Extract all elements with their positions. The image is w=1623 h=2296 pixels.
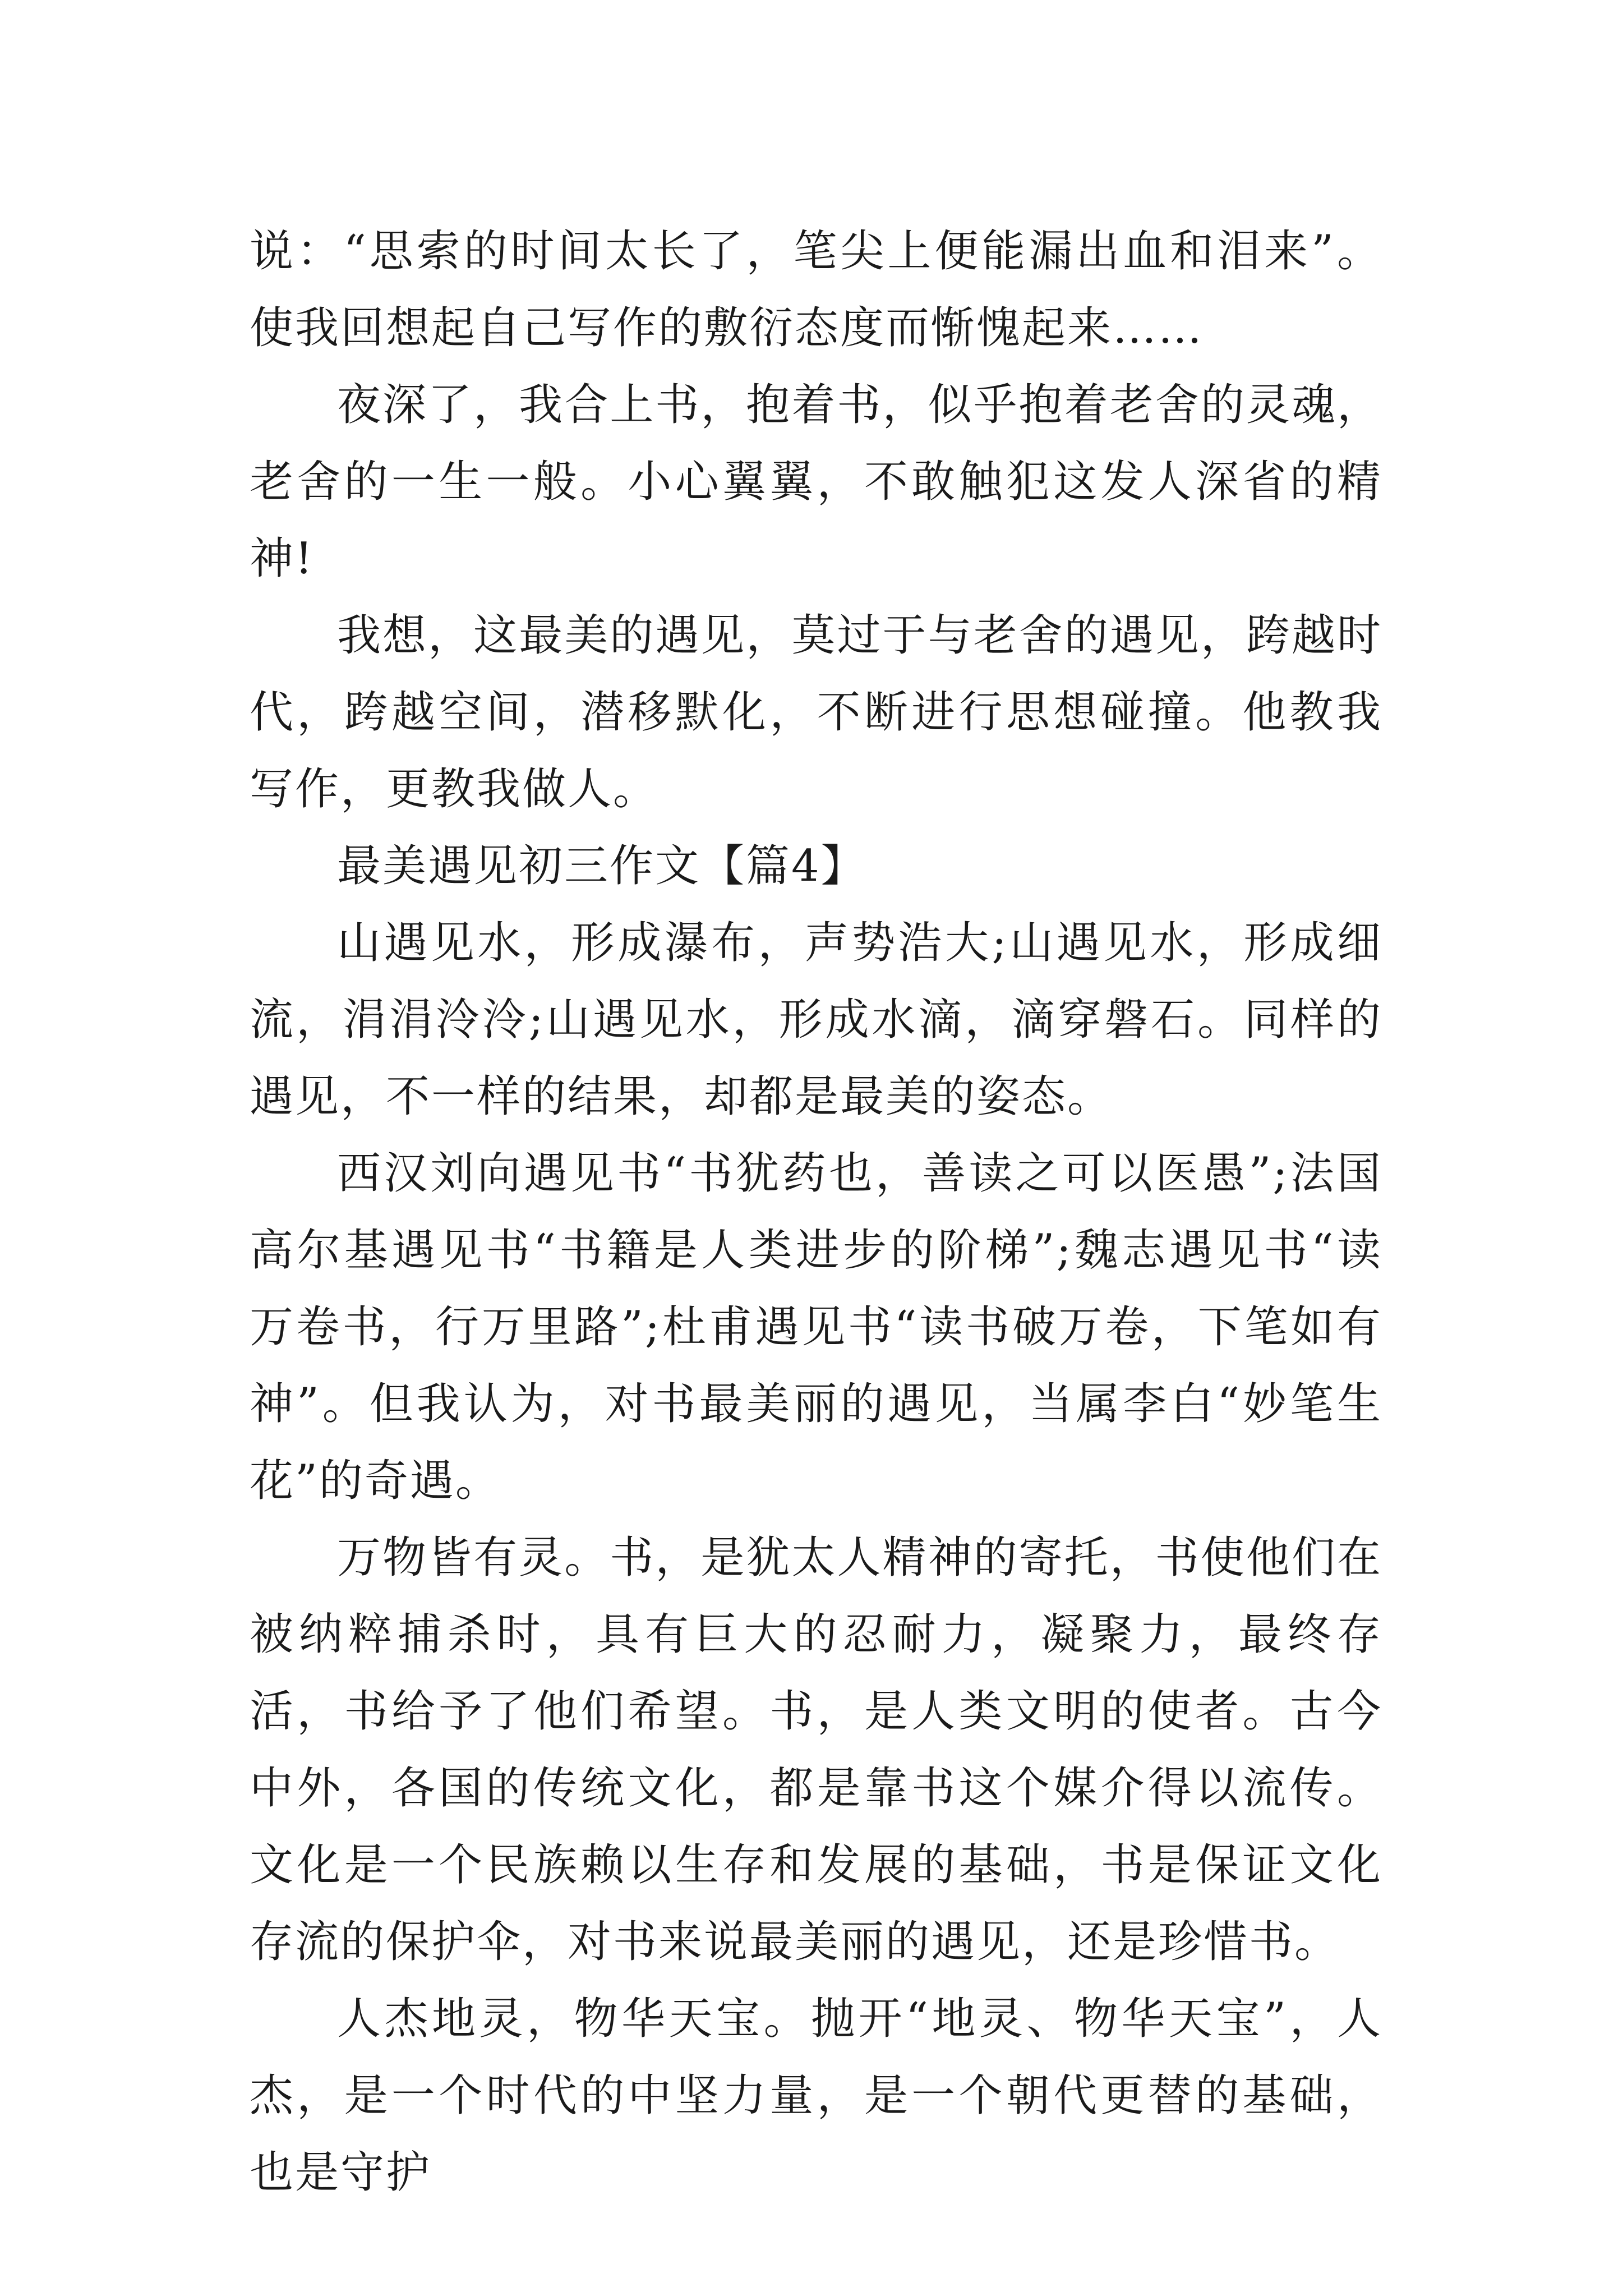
- paragraph-continuation: 说：“思索的时间太长了，笔尖上便能漏出血和泪来”。使我回想起自己写作的敷衍态度而惭愧起来……: [250, 226, 1382, 353]
- paragraph: 万物皆有灵。书，是犹太人精神的寄托，书使他们在被纳粹捕杀时，具有巨大的忍耐力，凝聚力，最终存活，书给予了他们希望。书，是人类文明的使者。古今中外，各国的传统文化，都是靠书这个媒介得以流传。文化是一个民族赖以生存和发展的基础，书是保证文化存流的保护伞，对书来说最美丽的遇见，还是珍惜书。: [250, 1533, 1382, 1967]
- paragraph: 西汉刘向遇见书“书犹药也，善读之可以医愚”;法国高尔基遇见书“书籍是人类进步的阶梯”;魏志遇见书“读万卷书，行万里路”;杜甫遇见书“读书破万卷，下笔如有神”。但我认为，对书最美丽的遇见，当属李白“妙笔生花”的奇遇。: [250, 1148, 1382, 1506]
- document-body: [250, 213, 1382, 2211]
- paragraph: 山遇见水，形成瀑布，声势浩大;山遇见水，形成细流，涓涓泠泠;山遇见水，形成水滴，滴穿磐石。同样的遇见，不一样的结果，却都是最美的姿态。: [250, 918, 1382, 1122]
- paragraph: 夜深了，我合上书，抱着书，似乎抱着老舍的灵魂，老舍的一生一般。小心翼翼，不敢触犯这发人深省的精神!: [250, 380, 1382, 584]
- paragraph: 人杰地灵，物华天宝。抛开“地灵、物华天宝”，人杰，是一个时代的中坚力量，是一个朝代更替的基础，也是守护: [250, 1994, 1382, 2198]
- section-heading: 最美遇见初三作文【篇4】: [337, 841, 866, 891]
- paragraph: 我想，这最美的遇见，莫过于与老舍的遇见，跨越时代，跨越空间，潜移默化，不断进行思想碰撞。他教我写作，更教我做人。: [250, 610, 1382, 815]
